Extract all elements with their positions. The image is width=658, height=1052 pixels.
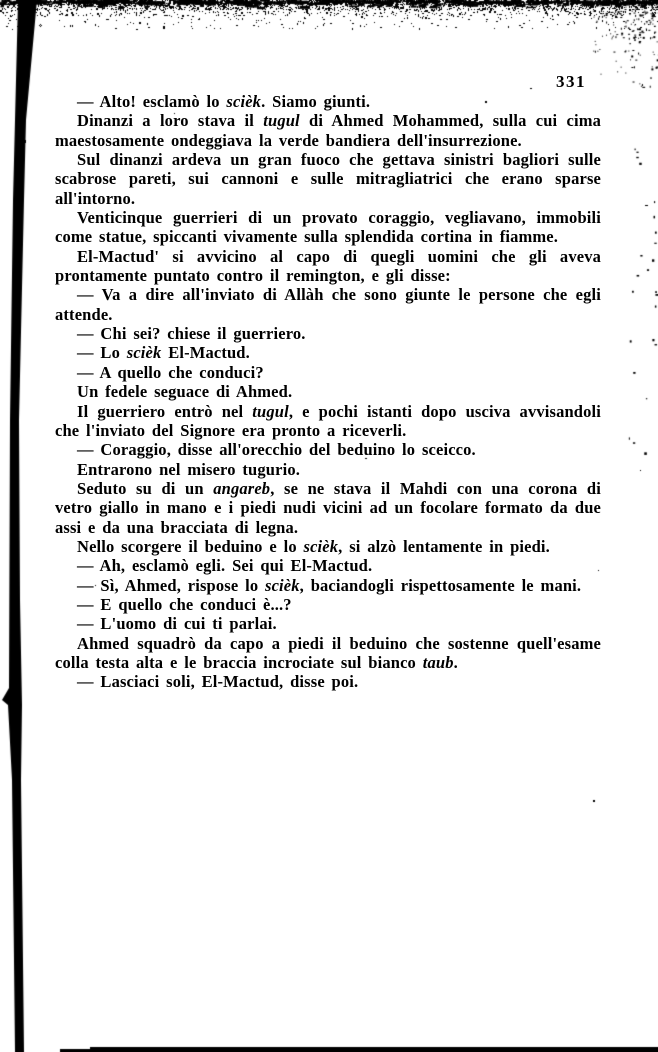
paragraph	[55, 111, 601, 150]
italic-term: taub	[422, 652, 454, 672]
text-run: — Va a dire all'inviato di Allàh che sono giunte le persone che egli attende.	[55, 285, 601, 324]
text-run: — L'uomo di cui ti parlai.	[77, 614, 277, 634]
paragraph	[55, 343, 601, 362]
paragraph	[55, 614, 601, 633]
text-run: Un fedele seguace di Ahmed.	[77, 382, 293, 402]
page-number: 331	[556, 72, 586, 91]
text-run: — E quello che conduci è...?	[77, 594, 292, 614]
text-run: El-Mactud' si avvicino al capo di quegli uomini che gli aveva prontamente puntato contro il remington, e gli disse:	[55, 246, 601, 286]
text-run: di Ahmed Mohammed, sulla cui cima maestosamente ondeggiava la verde bandiera dell'insurrezione.	[55, 111, 601, 150]
text-run: Entrarono nel misero tugurio.	[77, 459, 300, 479]
text-run: , si alzò lentamente in piedi.	[338, 536, 550, 556]
text-run: — Alto! esclamò lo	[77, 92, 227, 111]
paragraph	[55, 208, 601, 247]
text-run: Nello scorgere il beduino e lo	[77, 536, 304, 556]
text-run: — Lo	[77, 343, 127, 363]
text-run: , se ne stava il Mahdi con una corona di vetro giallo in mano e i piedi nudi vicini ad un focolare formato da due assi e da una bracciata di legna.	[55, 478, 601, 537]
text-run: — Sì, Ahmed, rispose lo	[77, 575, 265, 595]
text-run: Ahmed squadrò da capo a piedi il beduino che sostenne quell'esame colla testa alta e le braccia incrociate sul bianco	[55, 633, 601, 672]
text-run: — Lasciaci soli, El-Mactud, disse poi.	[77, 672, 359, 692]
text-block	[55, 92, 601, 692]
text-run: , e pochi istanti dopo usciva avvisandoli che l'inviato del Signore era pronto a riceverli.	[55, 401, 601, 440]
paragraph	[55, 460, 601, 479]
paragraph	[55, 285, 601, 324]
paragraph	[55, 537, 601, 556]
italic-term: scièk	[126, 343, 162, 363]
paragraph	[55, 479, 601, 537]
paragraph	[55, 595, 601, 614]
italic-term: scièk	[265, 575, 300, 595]
paragraph	[55, 556, 601, 575]
text-run: Venticinque guerrieri di un provato coraggio, vegliavano, immobili come statue, spiccanti vivamente sulla splendida cortina in fiamme.	[55, 208, 601, 247]
text-run: Seduto su di un	[77, 478, 214, 498]
paragraph	[55, 363, 601, 382]
paragraph	[55, 402, 601, 441]
paragraph	[55, 440, 601, 459]
text-run: El-Mactud.	[161, 343, 250, 363]
italic-term: tugul	[252, 401, 289, 421]
text-run: Il guerriero entrò nel	[77, 401, 253, 421]
paragraph	[55, 247, 601, 286]
text-run: , baciandogli rispettosamente le mani.	[299, 575, 582, 595]
italic-term: angareb	[213, 478, 271, 498]
paragraph	[55, 576, 601, 595]
text-run: .	[453, 652, 458, 672]
text-run: — A quello che conduci?	[77, 362, 264, 382]
paragraph	[55, 92, 601, 111]
text-run: Sul dinanzi ardeva un gran fuoco che gettava sinistri bagliori sulle scabrose pareti, sui cannoni e sulle mitragliatrici che erano sparse all'intorno.	[55, 150, 601, 208]
paragraph	[55, 634, 601, 673]
text-run: — Ah, esclamò egli. Sei qui El-Mactud.	[77, 556, 373, 576]
italic-term: scièk	[303, 536, 339, 556]
paragraph	[55, 150, 601, 208]
italic-term: scièk	[226, 92, 262, 111]
italic-term: tugul	[263, 111, 300, 131]
paragraph	[55, 672, 601, 691]
paragraph	[55, 382, 601, 401]
text-run: Dinanzi a loro stava il	[77, 111, 264, 131]
text-run: . Siamo giunti.	[261, 92, 371, 111]
text-run: — Coraggio, disse all'orecchio del beduino lo sceicco.	[77, 440, 476, 460]
paragraph	[55, 324, 601, 343]
text-run: — Chi sei? chiese il guerriero.	[77, 324, 306, 344]
